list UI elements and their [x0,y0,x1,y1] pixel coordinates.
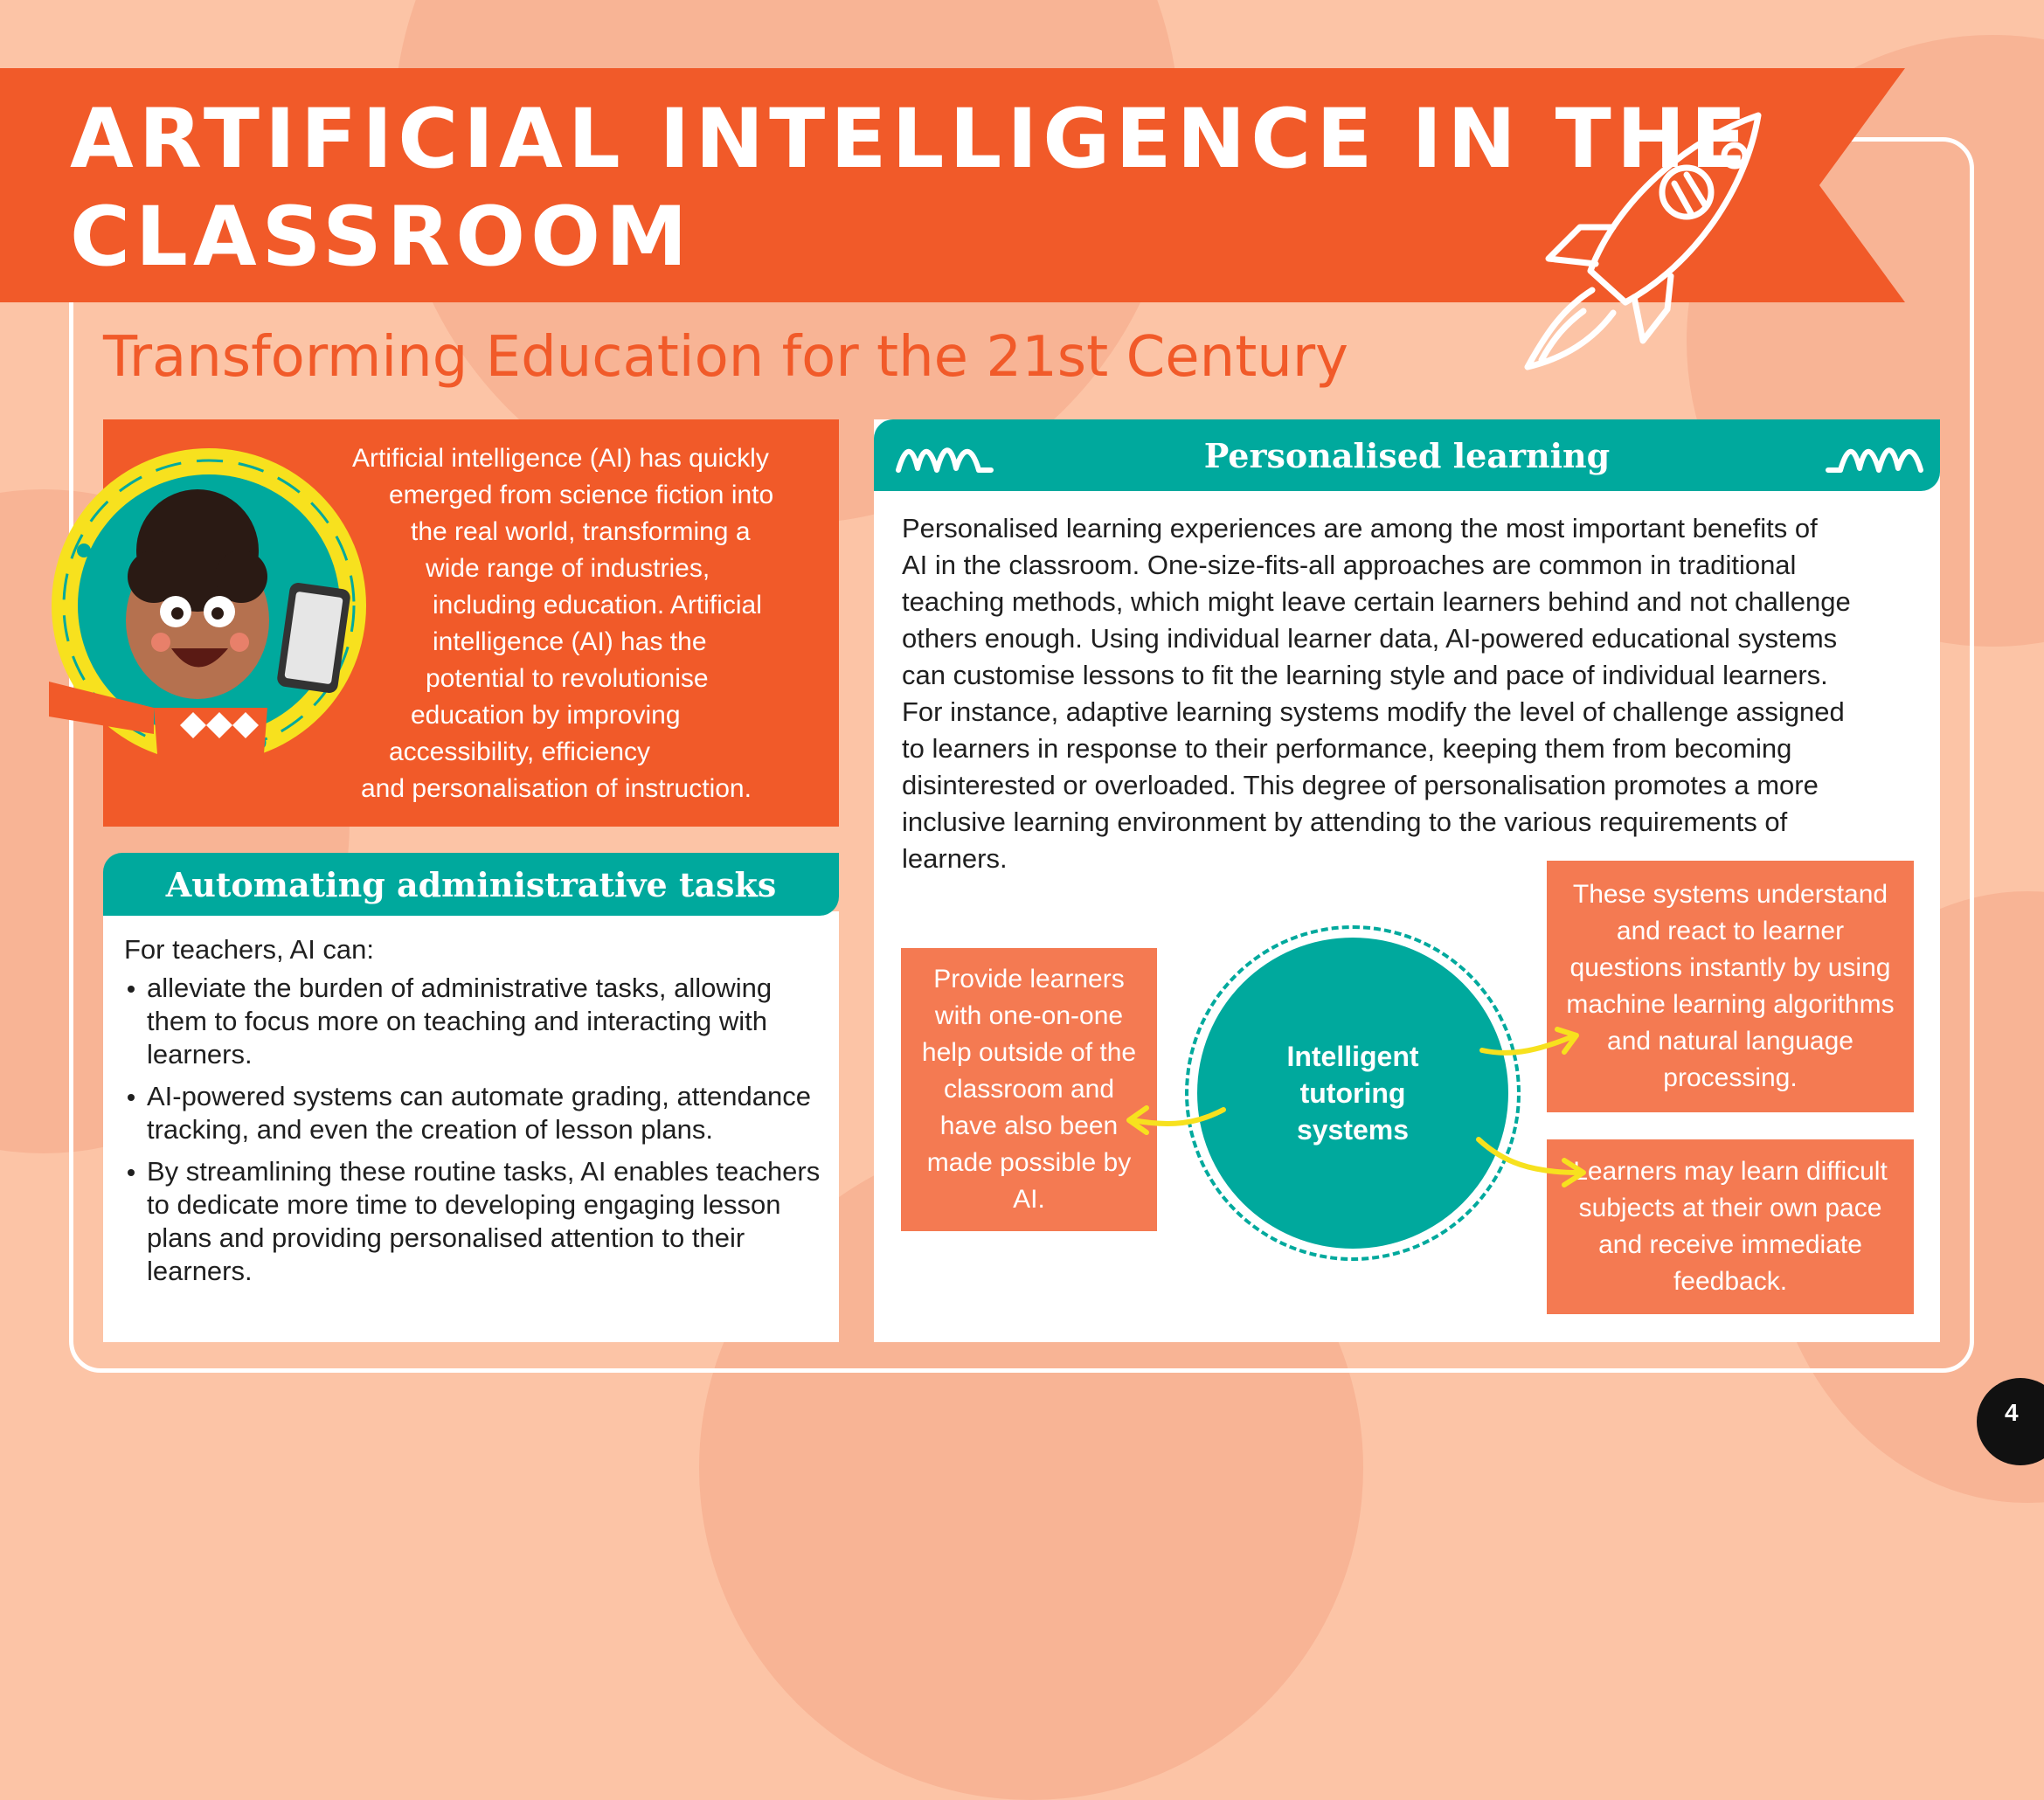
intro-text-line: emerged from science fiction into [389,481,774,509]
intro-text-line: education by improving [411,701,681,730]
diagram-left-text: Provide learners with one-on-one help outside of the classroom and have also been made possible by AI. [921,965,1137,1214]
personalised-text-line: can customise lessons to fit the learning style and pace of individual learners. [902,660,1828,690]
diagram-bottom-right-text: Learners may learn difficult subjects at their own pace and receive immediate feedback. [1573,1157,1888,1296]
intro-text-line: wide range of industries, [426,554,710,583]
personalised-text-line: learners. [902,843,1008,874]
diagram-top-right-text: These systems understand and react to learner questions instantly by using machine learning algorithms and natural language processing. [1566,880,1895,1092]
admin-intro: For teachers, AI can: [124,934,375,965]
page-title [70,91,1752,287]
personalised-heading: Personalised learning [1203,435,1611,475]
diagram-box-top-right [1547,861,1914,1112]
intro-text-line: including education. Artificial [433,591,762,620]
title-line-2: CLASSROOM [70,190,693,285]
personalised-text-line: to learners in response to their performance, keeping them from becoming [902,733,1792,764]
diagram-center-label: Intelligent tutoring systems [1286,1041,1419,1146]
diagram-center-circle [1197,938,1508,1249]
intro-text-line: Artificial intelligence (AI) has quickly [352,444,769,473]
boy-with-tablet-illustration [49,446,369,765]
personalised-text-line: teaching methods, which might leave certain learners behind and not challenge [902,586,1851,617]
intro-text-line: accessibility, efficiency [389,737,651,766]
personalised-text-line: AI in the classroom. One-size-fits-all approaches are common in traditional [902,550,1797,580]
title-line-1: ARTIFICIAL INTELLIGENCE IN THE [70,92,1752,187]
personalised-text-line: For instance, adaptive learning systems modify the level of challenge assigned [902,696,1845,727]
intro-text-line: and personalisation of instruction. [361,774,752,803]
rocket-icon [1512,105,1809,393]
page-number: 4 [2005,1399,2019,1426]
intro-text-line: intelligence (AI) has the [433,627,707,656]
admin-bullet: AI-powered systems can automate grading, attendance tracking, and even the creation of lesson plans. [124,1080,823,1146]
intro-text-line: the real world, transforming a [411,517,751,546]
diagram-box-bottom-right [1547,1139,1914,1314]
admin-bullet: alleviate the burden of administrative tasks, allowing them to focus more on teaching and interacting with learners. [124,972,823,1071]
admin-content [124,933,823,1297]
intro-text-line: potential to revolutionise [426,664,709,693]
personalised-text-line: inclusive learning environment by attending to the various requirements of [902,807,1788,837]
admin-bullet-list [124,972,823,1288]
personalised-text-line: disinterested or overloaded. This degree of personalisation promotes a more [902,770,1819,800]
admin-heading-bar [103,853,839,916]
personalised-text-line: Personalised learning experiences are among the most important benefits of [902,513,1818,543]
admin-bullet: By streamlining these routine tasks, AI enables teachers to dedicate more time to developing engaging lesson plans and providing personalised attention to their learners. [124,1155,823,1288]
squiggle-icon [893,437,998,479]
page-subtitle: Transforming Education for the 21st Century [103,325,1349,390]
personalised-heading-bar [874,419,1940,491]
personalised-text-line: others enough. Using individual learner data, AI-powered educational systems [902,623,1838,654]
admin-heading: Automating administrative tasks [165,864,777,904]
diagram-box-left [901,948,1157,1231]
squiggle-icon [1823,437,1928,479]
